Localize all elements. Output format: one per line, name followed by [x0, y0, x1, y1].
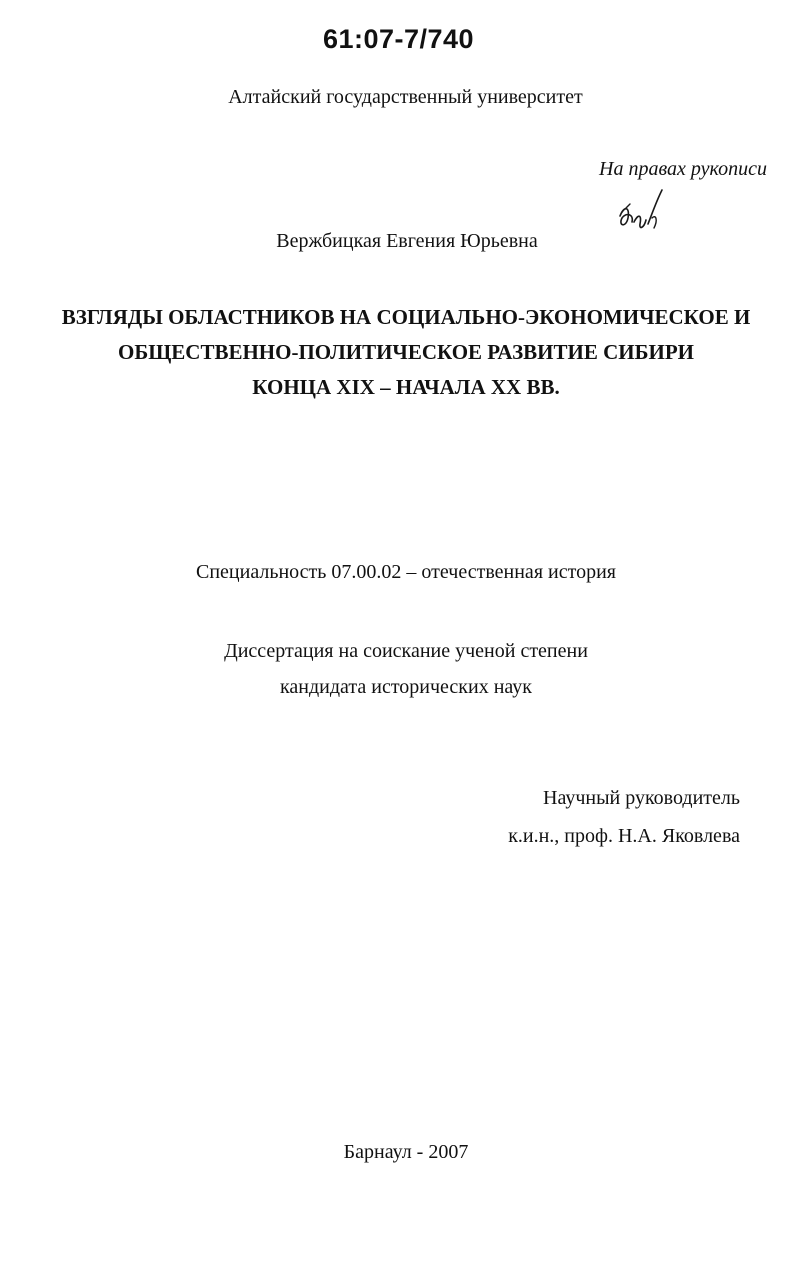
place-and-year: Барнаул - 2007 [343, 1141, 469, 1163]
title-line-1: ВЗГЛЯДЫ ОБЛАСТНИКОВ НА СОЦИАЛЬНО-ЭКОНОМИЧЕСКОЕ И [61, 305, 751, 329]
catalog-number: 61:07-7/740 [322, 24, 475, 54]
degree-line-2: кандидата исторических наук [279, 676, 533, 698]
university-name: Алтайский государственный университет [228, 86, 583, 108]
supervisor-label: Научный руководитель [543, 787, 740, 809]
specialty-line: Специальность 07.00.02 – отечественная история [196, 561, 616, 583]
degree-line-1: Диссертация на соискание ученой степени [224, 640, 588, 662]
author-name: Вержбицкая Евгения Юрьевна [276, 230, 538, 252]
supervisor-name: к.и.н., проф. Н.А. Яковлева [508, 825, 740, 847]
title-line-2: ОБЩЕСТВЕННО-ПОЛИТИЧЕСКОЕ РАЗВИТИЕ СИБИРИ [118, 340, 694, 364]
dissertation-title [0, 300, 797, 405]
supervisor-block [508, 779, 740, 855]
title-line-3: КОНЦА XIX – НАЧАЛА XX ВВ. [252, 375, 560, 399]
manuscript-rights-note: На правах рукописи [599, 158, 767, 180]
degree-statement [0, 633, 797, 705]
